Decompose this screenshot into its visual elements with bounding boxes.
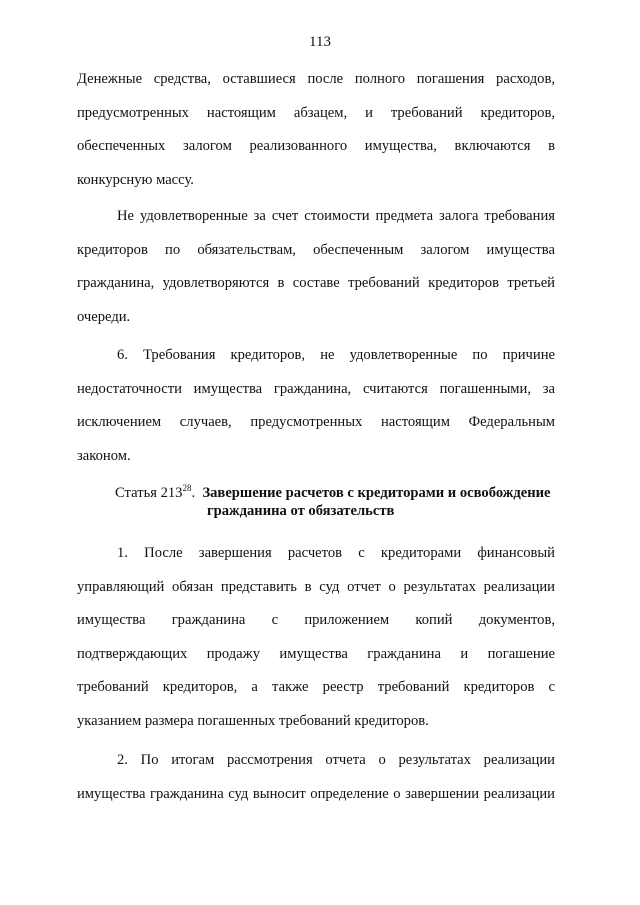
paragraph-remaining-funds bbox=[77, 63, 555, 197]
text-line: имущества гражданина суд выносит определение о завершении реализации bbox=[77, 785, 555, 802]
article-label-text: Статья 213 bbox=[115, 485, 183, 501]
text-line: гражданина, удовлетворяются в составе требований кредиторов третьей bbox=[77, 275, 555, 292]
article-title-line-2: гражданина от обязательств bbox=[207, 503, 395, 519]
page-number: 113 bbox=[309, 34, 331, 50]
paragraph-point-6 bbox=[77, 339, 555, 473]
text-line: законом. bbox=[77, 447, 131, 464]
text-line: имущества гражданина с приложением копий документов, bbox=[77, 612, 555, 629]
text-line: подтверждающих продажу имущества гражданина и погашение bbox=[77, 645, 555, 662]
text-line: Денежные средства, оставшиеся после полного погашения расходов, bbox=[77, 71, 555, 87]
article-title-line-1: Завершение расчетов с кредиторами и освобождение bbox=[202, 485, 551, 501]
article-label-dot: . bbox=[191, 485, 196, 501]
article-label-superscript: 28 bbox=[182, 483, 192, 493]
text-line: очереди. bbox=[77, 308, 131, 325]
text-line: недостаточности имущества гражданина, считаются погашенными, за bbox=[77, 380, 555, 397]
article-heading-line bbox=[77, 484, 555, 502]
text-line: Не удовлетворенные за счет стоимости предмета залога требования bbox=[117, 208, 555, 224]
text-line: управляющий обязан представить в суд отчет о результатах реализации bbox=[77, 578, 555, 595]
text-line: исключением случаев, предусмотренных настоящим Федеральным bbox=[77, 414, 555, 431]
text-line: кредиторов по обязательствам, обеспеченным залогом имущества bbox=[77, 241, 555, 258]
paragraph-point-2 bbox=[77, 744, 555, 811]
article-heading bbox=[77, 484, 555, 520]
text-line: требований кредиторов, а также реестр требований кредиторов с bbox=[77, 679, 555, 696]
text-line: обеспеченных залогом реализованного имущества, включаются в bbox=[77, 138, 555, 155]
text-line: 1. После завершения расчетов с кредиторами финансовый bbox=[117, 545, 555, 561]
text-line: 6. Требования кредиторов, не удовлетворенные по причине bbox=[117, 347, 555, 363]
article-number bbox=[115, 485, 195, 501]
text-line: 2. По итогам рассмотрения отчета о результатах реализации bbox=[117, 752, 555, 768]
text-line: указанием размера погашенных требований кредиторов. bbox=[77, 712, 429, 729]
paragraph-point-1 bbox=[77, 537, 555, 739]
text-line: предусмотренных настоящим абзацем, и требований кредиторов, bbox=[77, 104, 555, 121]
paragraph-unsatisfied-claims bbox=[77, 200, 555, 334]
text-line: конкурсную массу. bbox=[77, 171, 194, 188]
